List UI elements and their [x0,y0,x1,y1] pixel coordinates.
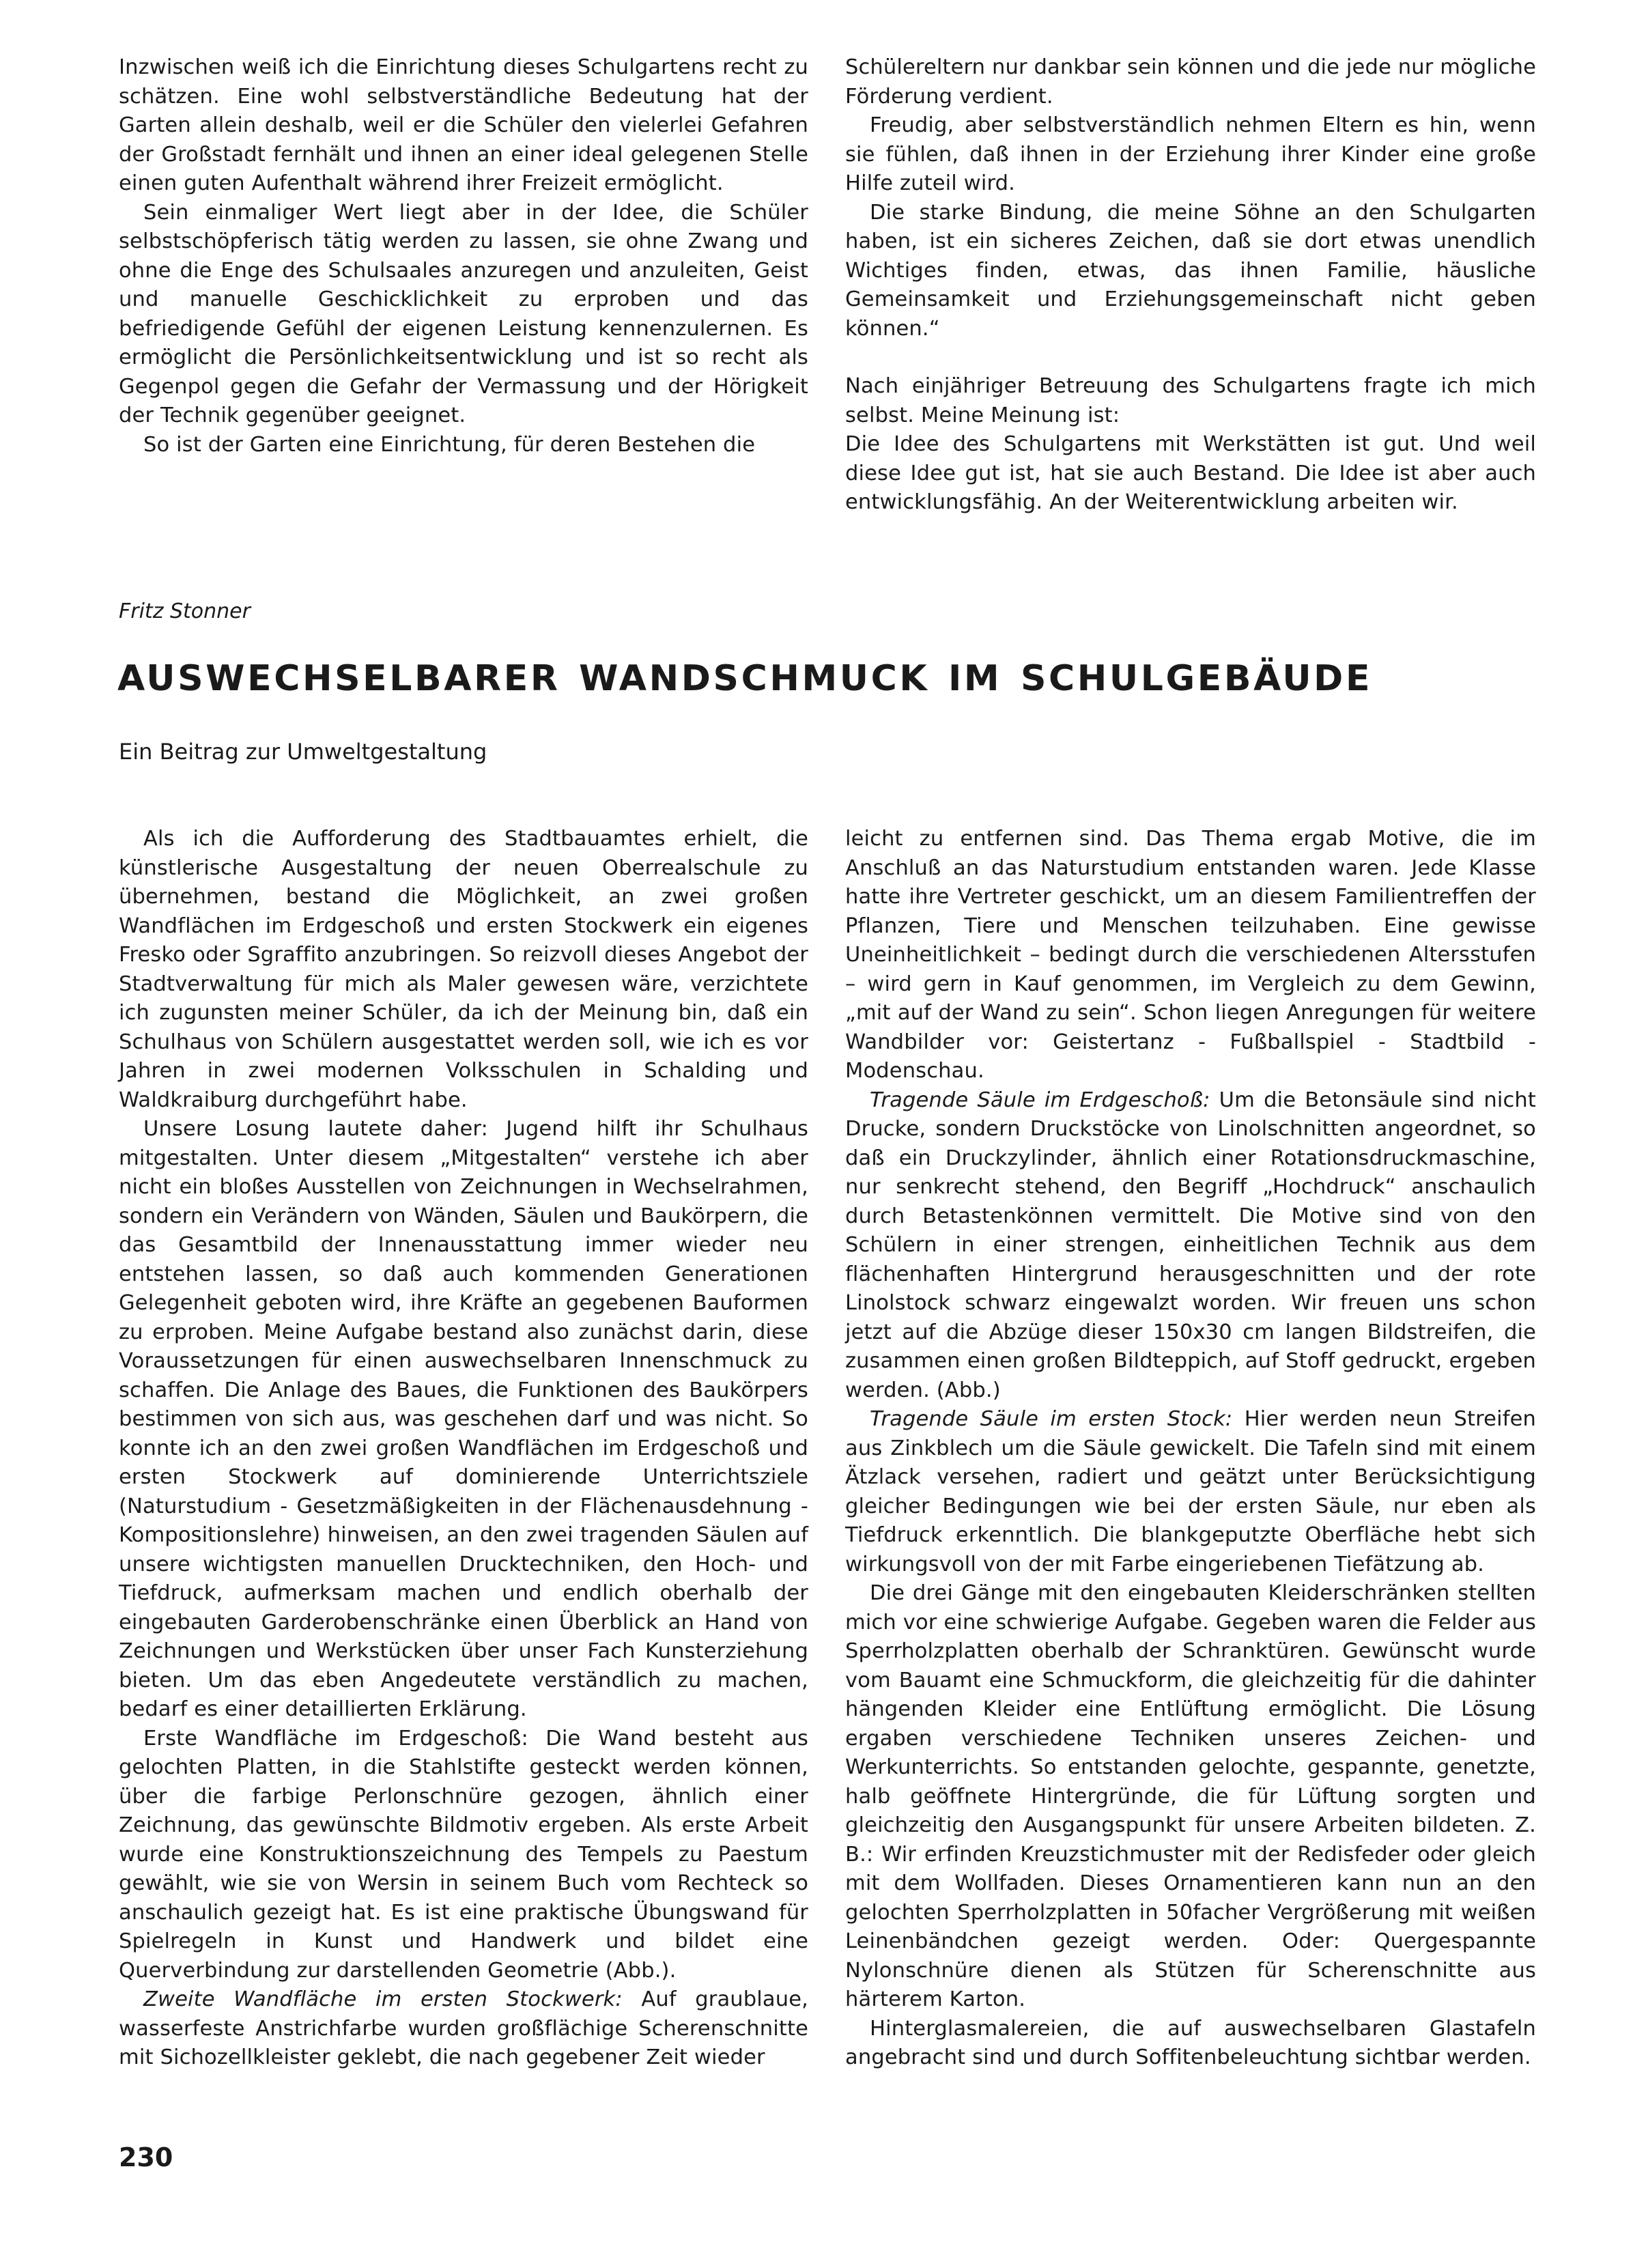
paragraph: Die starke Bindung, die meine Söhne an den Schulgarten haben, ist ein sicheres Zeichen, daß sie dort etwas unendlich Wichtiges finden, etwas, das ihnen Familie, häusliche Gemeinsamkeit und Erziehungsgemeinschaft nicht geben können.“ [845,200,1536,341]
paragraph: So ist der Garten eine Einrichtung, für deren Bestehen die [143,432,756,457]
section-lead: Tragende Säule im Erdgeschoß: [870,1088,1210,1112]
paragraph: Nach einjähriger Betreuung des Schulgartens fragte ich mich selbst. Meine Meinung ist: [845,374,1536,427]
section-lead: Zweite Wandfläche im ersten Stockwerk: [143,1987,623,2011]
paragraph: Erste Wandfläche im Erdgeschoß: Die Wand besteht aus gelochten Platten, in die Stahlstifte gesteckt werden können, über die farbige Perlonschnüre gezogen, ähnlich einer Zeichnung, das gewünschte Bildmotiv ergeben. Als erste Arbeit wurde eine Konstruktionszeichnung des Tempels zu Paestum gewählt, wie sie von Wersin in seinem Buch vom Rechteck so anschaulich gezeigt hat. Es ist eine praktische Übungswand für Spielregeln in Kunst und Handwerk und bildet eine Querverbindung zur darstellenden Geometrie (Abb.). [119,1726,808,1983]
section-lead: Tragende Säule im ersten Stock: [870,1407,1233,1431]
article-author: Fritz Stonner [119,599,251,623]
paragraph [845,1086,1536,1406]
top-left-column [119,53,808,459]
paragraph: Als ich die Aufforderung des Stadtbauamtes erhielt, die künstlerische Ausgestaltung der neuen Oberrealschule zu übernehmen, bestand die Möglichkeit, an zwei großen Wandflächen im Erdgeschoß und ersten Stockwerk ein eigenes Fresko oder Sgraffito anzubringen. So reizvoll dieses Angebot der Stadtverwaltung für mich als Maler gewesen wäre, verzichtete ich zugunsten meiner Schüler, da ich der Meinung bin, daß ein Schulhaus von Schülern ausgestattet werden soll, wie ich es vor Jahren in zwei modernen Volksschulen in Schalding und Waldkraiburg durchgeführt habe. [119,827,808,1112]
bottom-right-column [845,825,1536,2073]
paragraph: Inzwischen weiß ich die Einrichtung dieses Schulgartens recht zu schätzen. Eine wohl selbstverständliche Bedeutung hat der Garten allein deshalb, weil er die Schüler den vielerlei Gefahren der Großstadt fernhält und ihnen an einer ideal gelegenen Stelle einen guten Aufenthalt während ihrer Freizeit ermöglicht. [119,55,808,195]
paragraph: Schülereltern nur dankbar sein können und die jede nur mögliche Förderung verdient. [845,55,1536,109]
paragraph: leicht zu entfernen sind. Das Thema ergab Motive, die im Anschluß an das Naturstudium entstanden waren. Jede Klasse hatte ihre Vertreter geschickt, um an diesem Familientreffen der Pflanzen, Tiere und Menschen teilzuhaben. Eine gewisse Uneinheitlichkeit – bedingt durch die verschiedenen Altersstufen – wird gern in Kauf genommen, im Vergleich zu dem Gewinn, „mit auf der Wand zu sein“. Schon liegen Anregungen für weitere Wandbilder vor: Geistertanz - Fußballspiel - Stadtbild - Modenschau. [845,827,1536,1083]
bottom-left-column [119,825,808,2073]
paragraph: Freudig, aber selbstverständlich nehmen Eltern es hin, wenn sie fühlen, daß ihnen in der Erziehung ihrer Kinder eine große Hilfe zuteil wird. [845,113,1536,195]
paragraph [845,1405,1536,1579]
paragraph: Hinterglasmalereien, die auf auswechselbaren Glastafeln angebracht sind und durch Soffitenbeleuchtung sichtbar werden. [845,2016,1536,2069]
paragraph-text: Um die Betonsäule sind nicht Drucke, sondern Druckstöcke von Linolschnitten angeordnet, so daß ein Druckzylinder, ähnlich einer Rotationsdruckmaschine, nur senkrecht stehend, den Begriff „Hochdruck“ anschaulich durch Betastenkönnen vermittelt. Die Motive sind von den Schülern in einer strengen, einheitlichen Technik aus dem flächenhaften Hintergrund herausgeschnitten und der rote Linolstock schwarz eingewalzt worden. Wir freuen uns schon jetzt auf die Abzüge dieser 150x30 cm langen Bildstreifen, die zusammen einen großen Bildteppich, auf Stoff gedruckt, ergeben werden. (Abb.) [845,1088,1536,1402]
page-number: 230 [119,2142,173,2172]
paragraph: Unsere Losung lautete daher: Jugend hilft ihr Schulhaus mitgestalten. Unter diesem „Mitgestalten“ verstehe ich aber nicht ein bloßes Ausstellen von Zeichnungen in Wechselrahmen, sondern ein Verändern von Wänden, Säulen und Baukörpern, die das Gesamtbild der Innenausstattung immer wieder neu entstehen lassen, so daß auch kommenden Generationen Gelegenheit geboten wird, ihre Kräfte an gegebenen Bauformen zu erproben. Meine Aufgabe bestand also zunächst darin, diese Voraussetzungen für einen auswechselbaren Innenschmuck zu schaffen. Die Anlage des Baues, die Funktionen des Baukörpers bestimmen von sich aus, was geschehen darf und was nicht. So konnte ich an den zwei großen Wandflächen im Erdgeschoß und ersten Stockwerk auf dominierende Unterrichtsziele (Naturstudium - Gesetzmäßigkeiten in der Flächenausdehnung - Kompositionslehre) hinweisen, an den zwei tragenden Säulen auf unsere wichtigsten manuellen Drucktechniken, den Hoch- und Tiefdruck, aufmerksam machen und endlich oberhalb der eingebauten Garderobenschränke einen Überblick an Hand von Zeichnungen und Werkstücken über unser Fach Kunsterziehung bieten. Um das eben Angedeutete verständlich zu machen, bedarf es einer detaillierten Erklärung. [119,1117,808,1721]
article-title: AUSWECHSELBARER WANDSCHMUCK IM SCHULGEBÄUDE [117,658,1373,699]
paragraph-text: Auf graublaue, wasserfeste Anstrichfarbe wurden großflächige Scherenschnitte mit Sichozellkleister geklebt, die nach gegebener Zeit wieder [119,1987,809,2069]
paragraph [119,1985,808,2073]
paragraph-text: Hier werden neun Streifen aus Zinkblech um die Säule gewickelt. Die Tafeln sind mit einem Ätzlack versehen, radiert und geätzt unter Berücksichtigung gleicher Bedingungen wie bei der ersten Säule, nur eben als Tiefdruck erkenntlich. Die blankgeputzte Oberfläche hebt sich wirkungsvoll von der mit Farbe eingeriebenen Tiefätzung ab. [845,1407,1537,1576]
top-right-column [845,53,1536,518]
paragraph: Die Idee des Schulgartens mit Werkstätten ist gut. Und weil diese Idee gut ist, hat sie auch Bestand. Die Idee ist aber auch entwicklungsfähig. An der Weiterentwicklung arbeiten wir. [845,432,1536,514]
article-subtitle: Ein Beitrag zur Umweltgestaltung [119,739,487,765]
paragraph: Sein einmaliger Wert liegt aber in der Idee, die Schüler selbstschöpferisch tätig werden zu lassen, sie ohne Zwang und ohne die Enge des Schulsaales anzuregen und anzuleiten, Geist und manuelle Geschicklichkeit zu erproben und das befriedigende Gefühl der eigenen Leistung kennenzulernen. Es ermöglicht die Persönlichkeitsentwicklung und ist so recht als Gegenpol gegen die Gefahr der Vermassung und der Hörigkeit der Technik gegenüber geeignet. [119,200,808,427]
paragraph: Die drei Gänge mit den eingebauten Kleiderschränken stellten mich vor eine schwierige Aufgabe. Gegeben waren die Felder aus Sperrholzplatten oberhalb der Schranktüren. Gewünscht wurde vom Bauamt eine Schmuckform, die gleichzeitig für die dahinter hängenden Kleider eine Entlüftung ermöglicht. Die Lösung ergaben verschiedene Techniken unseres Zeichen- und Werkunterrichts. So entstanden gelochte, gespannte, genetzte, halb geöffnete Hintergründe, die für Lüftung sorgten und gleichzeitig den Ausgangspunkt für unsere Arbeiten bildeten. Z. B.: Wir erfinden Kreuzstichmuster mit der Redisfeder oder gleich mit dem Wollfaden. Dieses Ornamentieren kann nun an den gelochten Sperrholzplatten in 50facher Vergrößerung mit weißen Leinenbändchen gezeigt werden. Oder: Quergespannte Nylonschnüre dienen als Stützen für Scherenschnitte aus härterem Karton. [845,1581,1536,2011]
